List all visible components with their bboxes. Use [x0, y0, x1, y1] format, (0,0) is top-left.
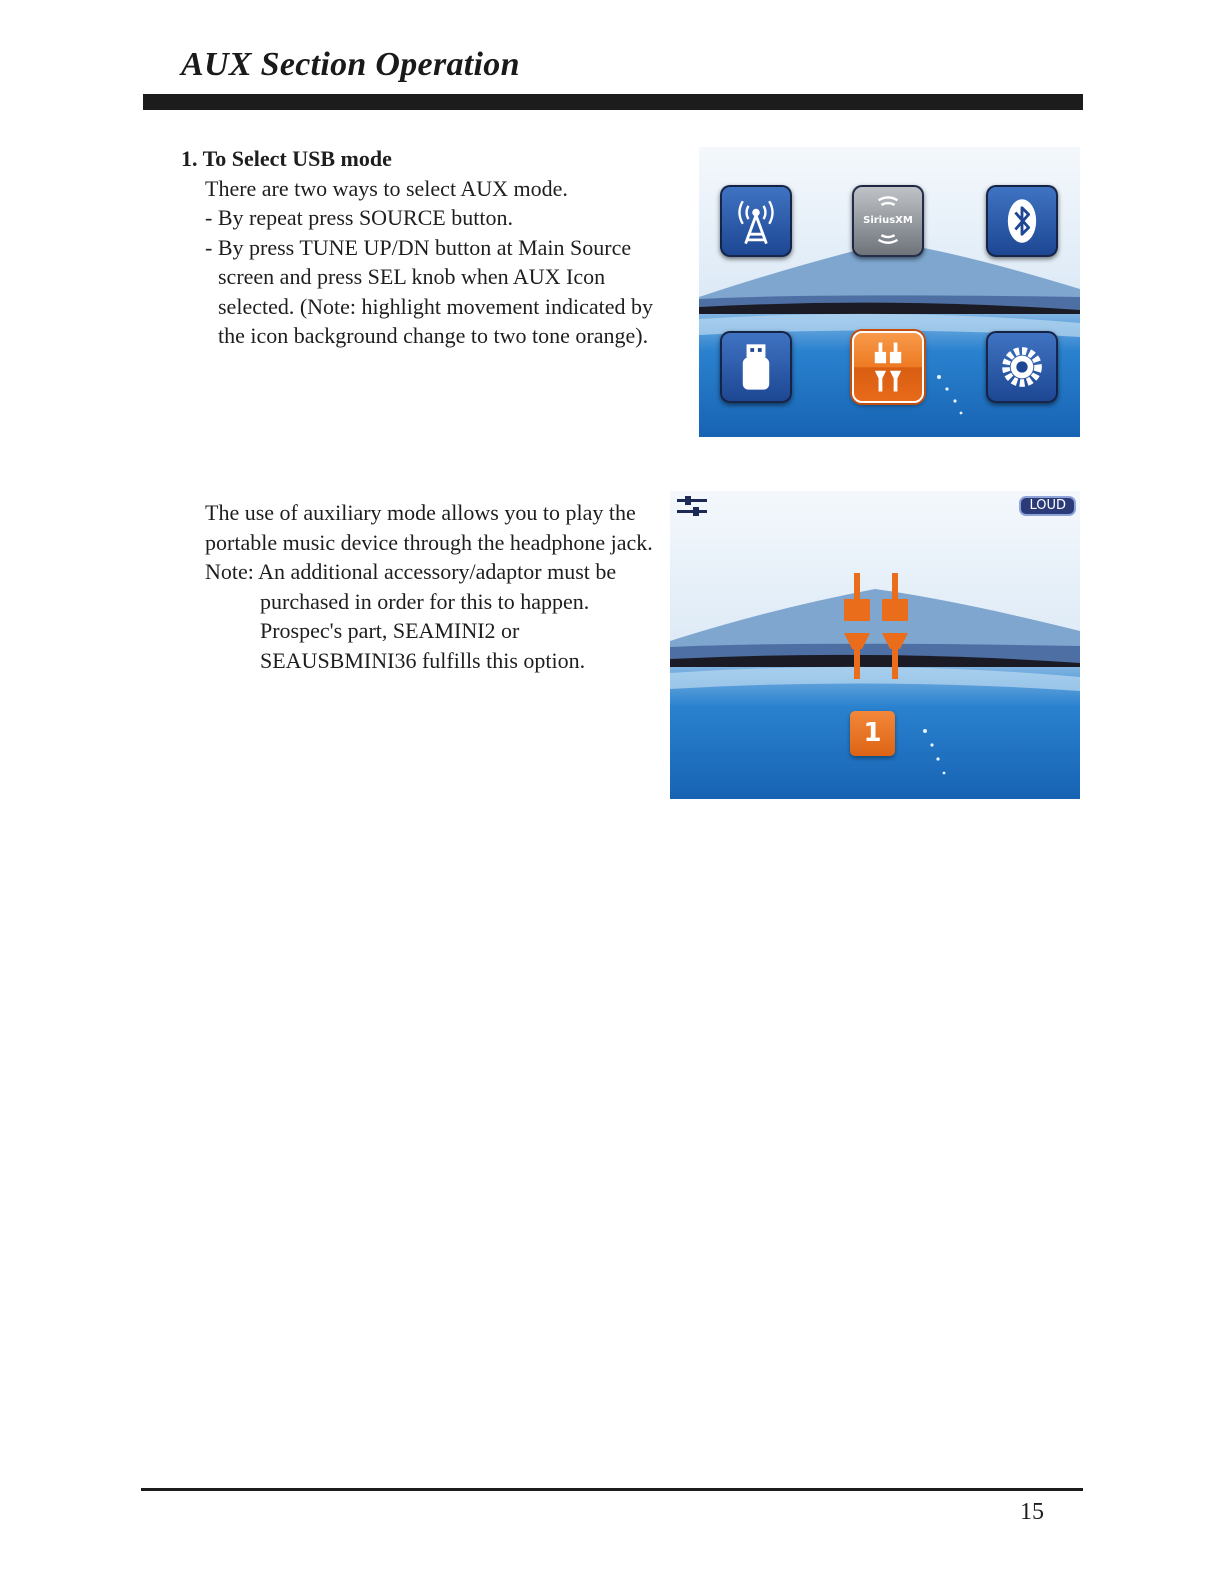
equalizer-icon [675, 495, 709, 519]
radio-tower-icon [720, 185, 792, 257]
siriusxm-icon [852, 185, 924, 257]
usb-drive-icon [720, 331, 792, 403]
page-title: AUX Section Operation [181, 46, 520, 83]
aux-plug-icon [838, 569, 914, 683]
intro-text: There are two ways to select AUX mode. [205, 175, 568, 201]
aux-mode-screen [670, 491, 1080, 799]
aux-plug-icon [852, 331, 924, 403]
bluetooth-icon [986, 185, 1058, 257]
note-text: Note: An additional accessory/adaptor must be purchased in order for this to happen. Prospec's part, SEAMINI2 or SEAUSBMINI36 fulfills this option. [205, 559, 617, 673]
settings-gear-icon [986, 331, 1058, 403]
description-text: The use of auxiliary mode allows you to play the portable music device through the headphone jack. [205, 500, 653, 555]
page-number: 15 [1020, 1499, 1044, 1525]
bullet-item: - By press TUNE UP/DN button at Main Source screen and press SEL knob when AUX Icon selected. (Note: highlight movement indicated by the icon background change to two tone orange). [205, 234, 653, 348]
footer-rule [141, 1488, 1083, 1491]
section-heading: 1. To Select USB mode [181, 146, 392, 171]
title-rule [143, 94, 1083, 110]
bullet-item: - By repeat press SOURCE button. [205, 205, 513, 230]
section-aux-description [205, 498, 665, 675]
track-number-badge: 1 [850, 711, 895, 756]
section-select-mode [181, 144, 681, 351]
main-source-screen [699, 147, 1080, 437]
sirius-label: SiriusXM [863, 215, 913, 226]
loud-badge: LOUD [1019, 496, 1076, 516]
